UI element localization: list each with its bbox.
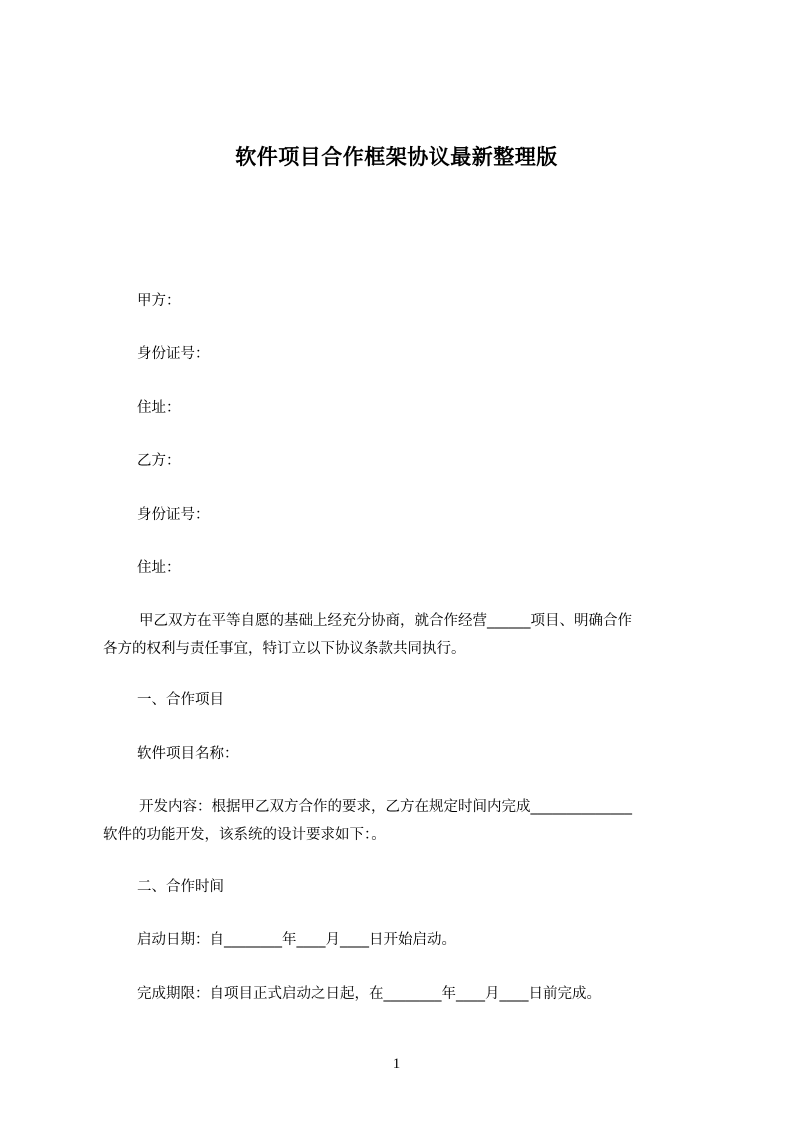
- content-line-1: 开发内容：根据甲乙双方合作的要求，乙方在规定时间内完成______________: [139, 799, 632, 815]
- party-b-id-label: 身份证号：: [137, 507, 210, 523]
- start-date-line: 启动日期：自________年____月____日开始启动。: [137, 932, 456, 948]
- section-1-heading: 一、合作项目: [137, 692, 224, 708]
- intro-line-2: 各方的权利与责任事宜，特订立以下协议条款共同执行。: [103, 641, 466, 657]
- document-title: 软件项目合作框架协议最新整理版: [235, 145, 558, 169]
- intro-line-1: 甲乙双方在平等自愿的基础上经充分协商，就合作经营______项目、明确合作: [139, 613, 632, 629]
- party-a-id-label: 身份证号：: [137, 346, 210, 362]
- section-2-heading: 二、合作时间: [137, 879, 224, 895]
- deadline-line: 完成期限：自项目正式启动之日起，在________年____月____日前完成。: [137, 986, 601, 1002]
- content-line-2: 软件的功能开发，该系统的设计要求如下：。: [103, 827, 386, 843]
- party-b-label: 乙方：: [137, 453, 181, 469]
- intro-paragraph: [103, 607, 703, 663]
- party-a-label: 甲方：: [137, 293, 181, 309]
- content-paragraph: [103, 793, 703, 849]
- party-b-address-label: 住址：: [137, 560, 181, 576]
- party-a-address-label: 住址：: [137, 400, 181, 416]
- page-number: 1: [392, 1056, 401, 1072]
- project-name-label: 软件项目名称：: [137, 746, 239, 762]
